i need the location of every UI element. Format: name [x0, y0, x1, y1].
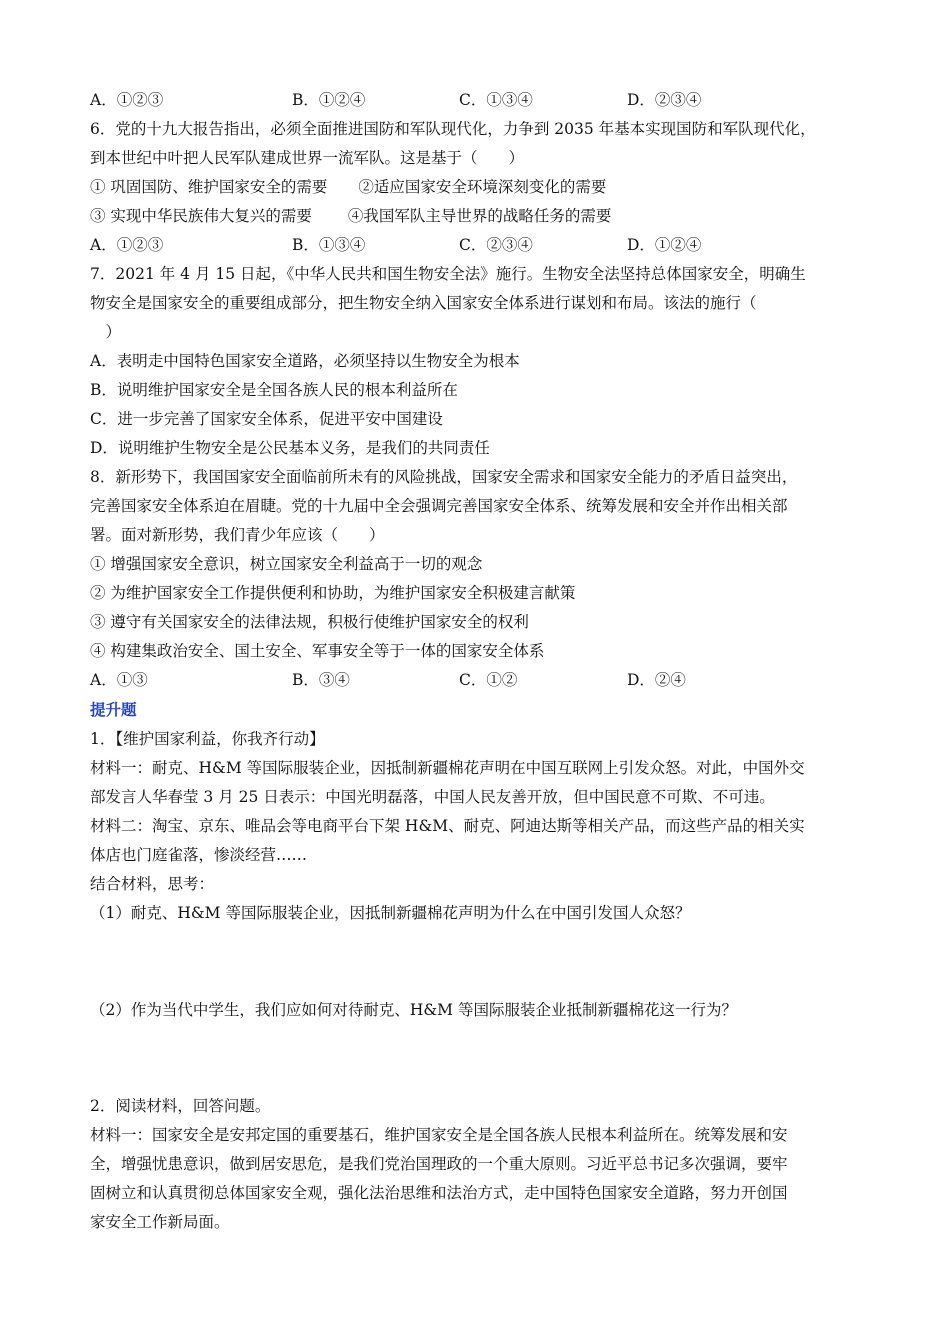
- q5-option-d[interactable]: D．②③④: [627, 91, 702, 109]
- q6-option-b[interactable]: B．①③④: [292, 236, 366, 254]
- q8-item-4: ④ 构建集政治安全、国土安全、军事安全等于一体的国家安全体系: [90, 642, 545, 660]
- q8-stem-line-2: 完善国家安全体系迫在眉睫。党的十九届中全会强调完善国家安全体系、统筹发展和安全并作出相关部: [90, 497, 788, 515]
- q6-item-line-2: ③ 实现中华民族伟大复兴的需要 ④我国军队主导世界的战略任务的需要: [90, 207, 612, 225]
- p2-title: 2．阅读材料，回答问题。: [90, 1097, 271, 1115]
- p1-title: 1．【维护国家利益，你我齐行动】: [90, 730, 325, 748]
- p2-material1-line-1: 材料一：国家安全是安邦定国的重要基石，维护国家安全是全国各族人民根本利益所在。统筹发展和安: [90, 1126, 788, 1144]
- q5-option-c[interactable]: C．①③④: [459, 91, 533, 109]
- p1-prompt: 结合材料，思考：: [90, 875, 215, 893]
- p2-material1-line-4: 家安全工作新局面。: [90, 1213, 230, 1231]
- q8-option-d[interactable]: D．②④: [627, 671, 686, 689]
- p1-material2-line-2: 体店也门庭雀落，惨淡经营……: [90, 846, 308, 864]
- q8-stem-line-3: 署。面对新形势，我们青少年应该（ ）: [90, 526, 385, 544]
- q7-stem-line-3: ）: [90, 323, 122, 341]
- q5-option-a[interactable]: A．①②③: [90, 91, 164, 109]
- q8-item-3: ③ 遵守有关国家安全的法律法规，积极行使维护国家安全的权利: [90, 613, 529, 631]
- q7-option-c[interactable]: C．进一步完善了国家安全体系，促进平安中国建设: [90, 410, 443, 428]
- q6-option-a[interactable]: A．①②③: [90, 236, 164, 254]
- q6-option-c[interactable]: C．②③④: [459, 236, 533, 254]
- p1-material2-line-1: 材料二：淘宝、京东、唯品会等电商平台下架 H&M、耐克、阿迪达斯等相关产品，而这些产品的相关实: [90, 817, 805, 835]
- p1-material1-line-1: 材料一：耐克、H&M 等国际服装企业，因抵制新疆棉花声明在中国互联网上引发众怒。对此，中国外交: [90, 759, 805, 777]
- q7-option-d[interactable]: D．说明维护生物安全是公民基本义务，是我们的共同责任: [90, 439, 490, 457]
- q6-stem-line-2: 到本世纪中叶把人民军队建成世界一流军队。这是基于（ ）: [90, 149, 525, 167]
- q8-option-a[interactable]: A．①③: [90, 671, 148, 689]
- q7-stem-line-1: 7．2021 年 4 月 15 日起，《中华人民共和国生物安全法》施行。生物安全法坚持总体国家安全，明确生: [90, 265, 806, 283]
- q8-option-b[interactable]: B．③④: [292, 671, 350, 689]
- q8-stem-line-1: 8．新形势下，我国国家安全面临前所未有的风险挑战，国家安全需求和国家安全能力的矛盾日益突出，: [90, 468, 798, 486]
- q8-option-c[interactable]: C．①②: [459, 671, 518, 689]
- p2-material1-line-3: 固树立和认真贯彻总体国家安全观，强化法治思维和法治方式，走中国特色国家安全道路，努力开创国: [90, 1184, 788, 1202]
- q8-item-2: ② 为维护国家安全工作提供便利和协助，为维护国家安全积极建言献策: [90, 584, 576, 602]
- p1-subquestion-1: （1）耐克、H&M 等国际服装企业，因抵制新疆棉花声明为什么在中国引发国人众怒？: [90, 904, 691, 922]
- q6-item-line-1: ① 巩固国防、维护国家安全的需要 ②适应国家安全环境深刻变化的需要: [90, 178, 607, 196]
- p1-subquestion-2: （2）作为当代中学生，我们应如何对待耐克、H&M 等国际服装企业抵制新疆棉花这一行为？: [90, 1001, 737, 1019]
- q6-stem-line-1: 6．党的十九大报告指出，必须全面推进国防和军队现代化，力争到 2035 年基本实现国防和军队现代化，: [90, 120, 816, 138]
- q5-option-b[interactable]: B．①②④: [292, 91, 366, 109]
- q7-option-a[interactable]: A．表明走中国特色国家安全道路，必须坚持以生物安全为根本: [90, 352, 520, 370]
- p2-material1-line-2: 全，增强忧患意识，做到居安思危，是我们党治国理政的一个重大原则。习近平总书记多次强调，要牢: [90, 1155, 788, 1173]
- q6-option-d[interactable]: D．①②④: [627, 236, 702, 254]
- q8-item-1: ① 增强国家安全意识，树立国家安全利益高于一切的观念: [90, 555, 483, 573]
- p1-material1-line-2: 部发言人华春莹 3 月 25 日表示：中国光明磊落，中国人民友善开放，但中国民意不可欺、不可违。: [90, 788, 775, 806]
- section-heading: 提升题: [90, 700, 137, 719]
- q7-stem-line-2: 物安全是国家安全的重要组成部分，把生物安全纳入国家安全体系进行谋划和布局。该法的施行（: [90, 294, 757, 312]
- q7-option-b[interactable]: B．说明维护国家安全是全国各族人民的根本利益所在: [90, 381, 458, 399]
